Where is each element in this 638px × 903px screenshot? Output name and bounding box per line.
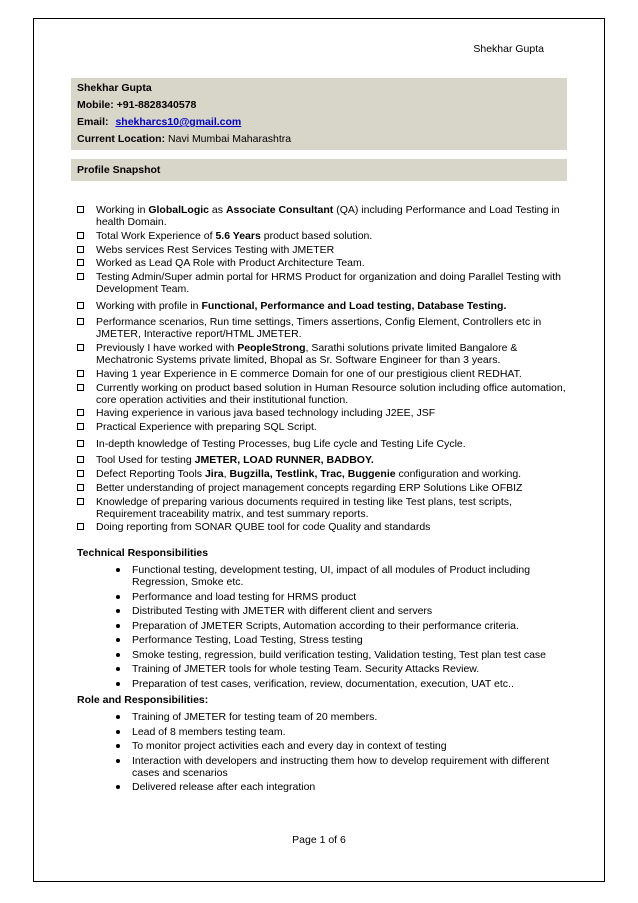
technical-item — [113, 634, 559, 646]
checkbox-bullet-icon — [77, 456, 84, 463]
technical-item-text: Preparation of test cases, verification, review, documentation, execution, UAT etc.. — [132, 677, 514, 690]
bullet-dot-icon — [116, 744, 120, 748]
roles-item — [113, 755, 559, 779]
profile-item — [77, 257, 567, 269]
technical-item-text: Smoke testing, regression, build verification testing, Validation testing, Test plan test case — [132, 648, 547, 661]
checkbox-bullet-icon — [77, 344, 84, 351]
profile-item — [77, 468, 567, 480]
checkbox-bullet-icon — [77, 440, 84, 447]
checkbox-bullet-icon — [77, 484, 84, 491]
bullet-dot-icon — [116, 653, 120, 657]
header-name: Shekhar Gupta — [473, 43, 544, 55]
roles-item — [113, 726, 559, 738]
checkbox-bullet-icon — [77, 523, 84, 530]
profile-item-text: Total Work Experience of — [96, 229, 216, 242]
technical-item-text: Distributed Testing with JMETER with different client and servers — [132, 605, 433, 617]
profile-item-text: PeopleStrong — [237, 341, 306, 354]
profile-item-text: Practical Experience with preparing SQL Script. — [96, 421, 317, 434]
checkbox-bullet-icon — [77, 302, 84, 309]
roles-item-text: Lead of 8 members testing team. — [132, 725, 286, 738]
profile-item-text: Jira — [204, 467, 224, 480]
profile-item-text: configuration and working. — [395, 467, 522, 480]
technical-item-text: Performance Testing, Load Testing, Stress testing — [132, 634, 363, 646]
profile-item-text: 5.6 Years — [215, 229, 261, 242]
profile-item — [77, 368, 567, 380]
technical-item — [113, 678, 559, 690]
technical-item-text: Functional testing, development testing, UI, impact of all modules of Product including Regression, Smoke etc. — [132, 564, 531, 588]
profile-item-text: Bugzilla, Testlink, Trac, Buggenie — [229, 467, 396, 480]
profile-item — [77, 482, 567, 494]
bullet-dot-icon — [116, 568, 120, 572]
profile-item — [77, 316, 567, 340]
role-responsibilities-list — [113, 711, 559, 796]
profile-item — [77, 382, 567, 406]
profile-item-text: as — [209, 204, 226, 216]
profile-item-text: , Sarathi solutions private limited Bangalore & Mechatronic Systems private limited, Bhopal as Sr. Software Engineer for than 3 years. — [96, 341, 518, 366]
profile-item-text: GlobalLogic — [148, 204, 209, 216]
email-link[interactable]: shekharcs10@gmail.com — [115, 116, 242, 128]
checkbox-bullet-icon — [77, 470, 84, 477]
page-number: Page 1 of 6 — [292, 834, 346, 846]
profile-item-text: Functional, Performance and Load testing, Database Testing. — [201, 300, 507, 313]
profile-item — [77, 454, 567, 466]
technical-item — [113, 591, 559, 603]
profile-item — [77, 521, 567, 533]
checkbox-bullet-icon — [77, 370, 84, 377]
roles-item-text: Delivered release after each integration — [132, 781, 316, 793]
profile-item-text: Tool Used for testing — [96, 454, 195, 467]
checkbox-bullet-icon — [77, 232, 84, 239]
mobile-value: +91-8828340578 — [116, 99, 197, 111]
profile-item-text: Better understanding of project management concepts regarding ERP Solutions Like OFBIZ — [96, 481, 523, 494]
roles-item — [113, 711, 559, 723]
bullet-dot-icon — [116, 730, 120, 734]
email-label: Email: — [77, 116, 109, 128]
bullet-dot-icon — [116, 682, 120, 686]
profile-item-text: Working in — [96, 204, 149, 216]
bullet-dot-icon — [116, 715, 120, 719]
technical-item — [113, 663, 559, 675]
roles-item — [113, 781, 559, 793]
checkbox-bullet-icon — [77, 259, 84, 266]
roles-item-text: Interaction with developers and instructing them how to develop requirement with different cases and scenarios — [132, 754, 550, 779]
checkbox-bullet-icon — [77, 409, 84, 416]
bullet-dot-icon — [116, 595, 120, 599]
profile-item-text: Testing Admin/Super admin portal for HRMS Product for organization and doing Parallel Testing with Development Team. — [96, 271, 561, 296]
roles-item-text: To monitor project activities each and every day in context of testing — [132, 740, 447, 752]
profile-item-text: Performance scenarios, Run time settings, Timers assertions, Config Element, Controllers etc in JMETER, Interactive report/HTML JMETER. — [96, 316, 542, 341]
profile-item — [77, 204, 567, 228]
technical-item-text: Preparation of JMETER Scripts, Automation according to their performance criteria. — [132, 619, 519, 632]
profile-item-text: Webs services Rest Services Testing with JMETER — [96, 243, 335, 256]
roles-item — [113, 740, 559, 752]
technical-item — [113, 649, 559, 661]
contact-location-row — [77, 131, 561, 148]
technical-item — [113, 620, 559, 632]
location-value: Navi Mumbai Maharashtra — [168, 133, 292, 145]
checkbox-bullet-icon — [77, 206, 84, 213]
profile-item — [77, 230, 567, 242]
technical-item-text: Training of JMETER tools for whole testing Team. Security Attacks Review. — [132, 663, 480, 675]
technical-item-text: Performance and load testing for HRMS product — [132, 590, 357, 603]
profile-item-text: Working with profile in — [96, 300, 202, 313]
profile-item-text: (QA) including Performance and Load Testing in health Domain. — [96, 204, 560, 228]
profile-item-text: JMETER, LOAD RUNNER, BADBOY. — [194, 454, 374, 467]
profile-item-text: Having 1 year Experience in E commerce Domain for one of our prestigious client REDHAT. — [96, 367, 522, 380]
profile-item-text: Doing reporting from SONAR QUBE tool for code Quality and standards — [96, 521, 431, 534]
profile-item-text: Defect Reporting Tools — [96, 467, 205, 480]
profile-item — [77, 421, 567, 433]
profile-item-text: Knowledge of preparing various documents required in testing like Test plans, test scripts, Requirement traceability matrix, and test summary reports. — [96, 495, 512, 520]
bullet-dot-icon — [116, 638, 120, 642]
profile-item — [77, 271, 567, 295]
checkbox-bullet-icon — [77, 423, 84, 430]
profile-item — [77, 438, 567, 450]
contact-mobile-row — [77, 97, 561, 114]
location-label: Current Location: — [77, 133, 166, 145]
technical-responsibilities-list — [113, 564, 559, 692]
profile-item-text: product based solution. — [260, 229, 373, 242]
bullet-dot-icon — [116, 624, 120, 628]
bullet-dot-icon — [116, 785, 120, 789]
profile-item-text: , — [223, 467, 230, 480]
roles-item-text: Training of JMETER for testing team of 20 members. — [132, 711, 378, 723]
checkbox-bullet-icon — [77, 384, 84, 391]
profile-item — [77, 496, 567, 520]
checkbox-bullet-icon — [77, 246, 84, 253]
technical-item — [113, 564, 559, 588]
profile-item — [77, 342, 567, 366]
profile-item-text: Worked as Lead QA Role with Product Architecture Team. — [96, 257, 365, 270]
bullet-dot-icon — [116, 759, 120, 763]
profile-item-text: Associate Consultant — [225, 204, 334, 216]
profile-item-text: In-depth knowledge of Testing Processes, bug Life cycle and Testing Life Cycle. — [96, 438, 466, 451]
profile-snapshot-heading: Profile Snapshot — [71, 159, 567, 181]
bullet-dot-icon — [116, 609, 120, 613]
profile-item — [77, 244, 567, 256]
contact-block — [71, 78, 567, 150]
technical-item — [113, 605, 559, 617]
profile-item-text: Having experience in various java based technology including J2EE, JSF — [96, 407, 436, 420]
profile-item — [77, 300, 567, 312]
contact-email-row — [77, 114, 561, 131]
contact-name: Shekhar Gupta — [77, 82, 152, 94]
checkbox-bullet-icon — [77, 273, 84, 280]
mobile-label: Mobile: — [77, 99, 114, 111]
profile-item — [77, 407, 567, 419]
profile-item-text: Currently working on product based solution in Human Resource solution including office automation, core operation activities and their institutional function. — [96, 381, 566, 406]
bullet-dot-icon — [116, 667, 120, 671]
profile-snapshot-list — [77, 204, 567, 535]
checkbox-bullet-icon — [77, 318, 84, 325]
role-responsibilities-heading: Role and Responsibilities: — [77, 694, 209, 706]
technical-responsibilities-heading: Technical Responsibilities — [77, 547, 209, 559]
checkbox-bullet-icon — [77, 498, 84, 505]
profile-item-text: Previously I have worked with — [96, 341, 238, 354]
